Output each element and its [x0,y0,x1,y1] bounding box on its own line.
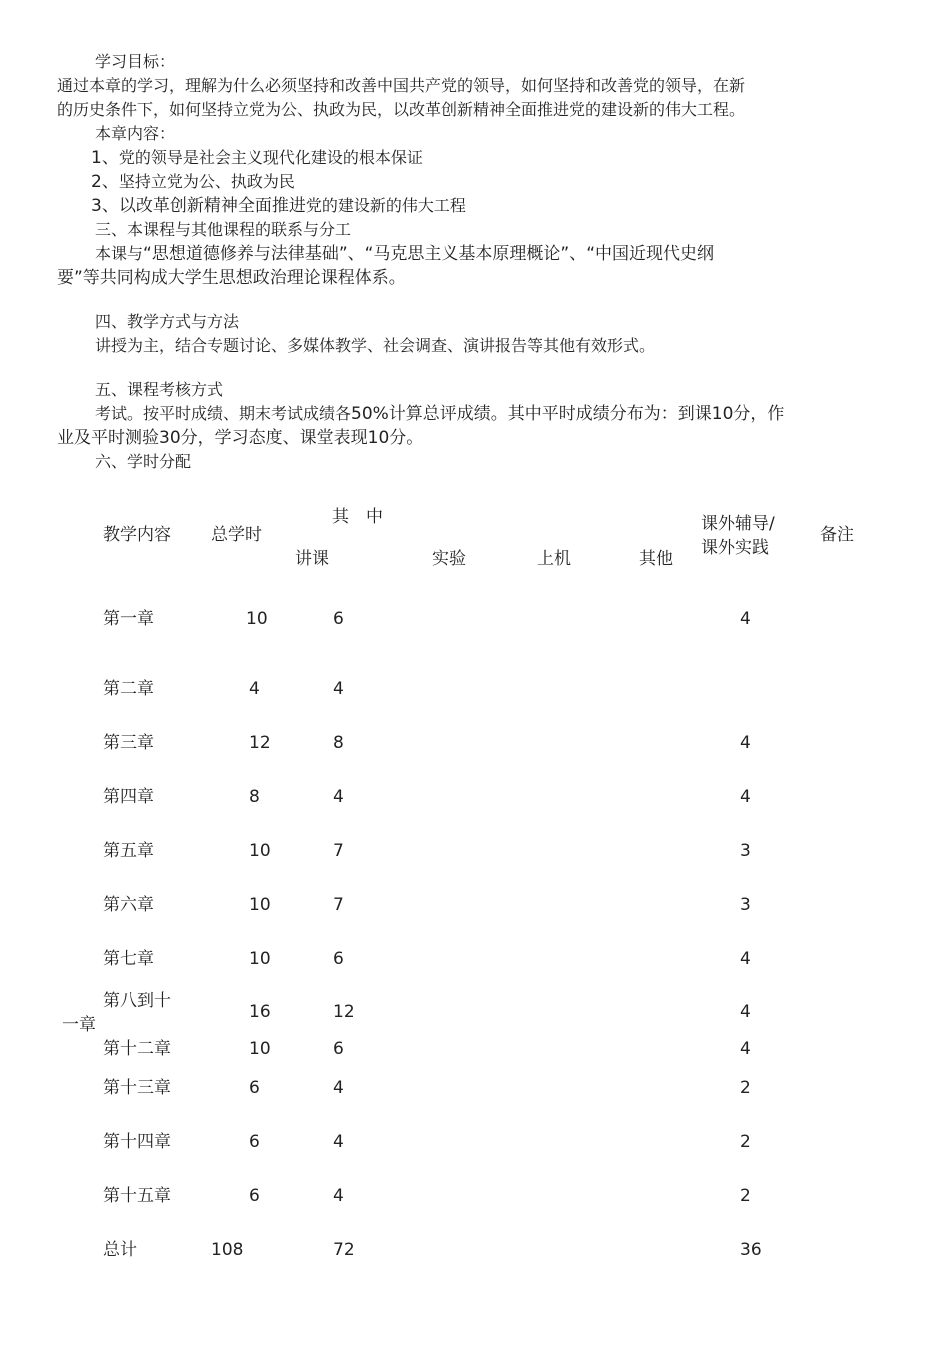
row-name: 第三章 [103,733,154,753]
item-text-prefix: 3、以改革创新精神全面推进 [91,196,306,216]
row-lecture: 7 [333,895,344,915]
section-4-heading: 四、教学方式与方法 [95,312,240,331]
row-practice: 4 [740,1002,751,1022]
header-computer: 上机 [537,549,571,569]
section-4-text: 讲授为主，结合专题讨论、多媒体教学、社会调查、演讲报告等其他有效形式。 [95,336,656,355]
row-name: 第六章 [103,895,154,915]
section-5-heading: 五、课程考核方式 [95,380,224,399]
row-practice: 4 [740,949,751,969]
row-name-line-2: 一章 [62,1015,96,1035]
row-name: 第四章 [103,787,154,807]
row-practice: 3 [740,841,751,861]
row-total: 10 [249,949,271,969]
header-lecture: 讲课 [295,549,329,569]
row-lecture: 4 [333,679,344,699]
row-total: 10 [249,841,271,861]
row-practice: 4 [740,1039,751,1059]
section-5-line-2: 业及平时测验30分，学习态度、课堂表现10分。 [57,428,424,448]
content-heading: 本章内容： [95,124,176,143]
row-lecture: 6 [333,1039,344,1059]
section-5-line-1: 考试。按平时成绩、期末考试成绩各50%计算总评成绩。其中平时成绩分布为：到课10分，作 [95,404,785,424]
section-3-line-2: 要”等共同构成大学生思想政治理论课程体系。 [57,268,406,288]
objective-heading: 学习目标： [95,52,176,71]
row-lecture: 12 [333,1002,355,1022]
objective-line-2: 的历史条件下，如何坚持立党为公、执政为民，以改革创新精神全面推进党的建设新的伟大工程。 [57,100,746,119]
row-lecture: 6 [333,949,344,969]
row-lecture: 6 [333,609,344,629]
row-practice: 4 [740,733,751,753]
row-total: 10 [249,895,271,915]
row-practice: 4 [740,787,751,807]
row-lecture: 4 [333,787,344,807]
row-practice: 3 [740,895,751,915]
row-name: 第二章 [103,679,154,699]
row-name: 第一章 [103,609,154,629]
header-total-hours: 总学时 [211,525,262,545]
header-lab: 实验 [432,549,466,569]
row-total: 8 [249,787,260,807]
row-lecture: 8 [333,733,344,753]
row-name: 第十五章 [103,1186,171,1206]
item-number: 2、 [91,172,119,192]
item-text-suffix: 党的建设新的伟大工程 [305,196,466,215]
item-number: 1、 [91,148,119,168]
content-item-1 [91,146,423,171]
row-total: 6 [249,1078,260,1098]
row-name-line-1: 第八到十 [103,991,171,1011]
header-remark: 备注 [820,525,854,545]
row-lecture: 7 [333,841,344,861]
header-among: 其 中 [332,507,383,527]
row-lecture: 4 [333,1186,344,1206]
header-other: 其他 [639,549,673,569]
row-total: 10 [246,609,268,629]
row-total: 6 [249,1132,260,1152]
row-total: 12 [249,733,271,753]
row-lecture: 4 [333,1132,344,1152]
row-practice: 2 [740,1186,751,1206]
row-name: 第十四章 [103,1132,171,1152]
row-total: 10 [249,1039,271,1059]
row-lecture: 4 [333,1078,344,1098]
header-practice-line-1: 课外辅导/ [701,514,775,534]
section-3-heading: 三、本课程与其他课程的联系与分工 [95,220,352,239]
header-content: 教学内容 [103,525,171,545]
header-practice-line-2: 课外实践 [701,538,769,558]
item-text: 坚持立党为公、执政为民 [118,172,295,191]
row-name: 第五章 [103,841,154,861]
total-row-total: 108 [211,1240,244,1260]
row-practice: 2 [740,1078,751,1098]
section-6-heading: 六、学时分配 [95,452,192,471]
total-row-name: 总计 [103,1240,137,1260]
row-practice: 2 [740,1132,751,1152]
row-total: 4 [249,679,260,699]
row-name: 第十三章 [103,1078,171,1098]
row-name: 第七章 [103,949,154,969]
row-name: 第十二章 [103,1039,171,1059]
row-total: 6 [249,1186,260,1206]
item-text: 党的领导是社会主义现代化建设的根本保证 [118,148,423,167]
section-3-line-1: 本课与“思想道德修养与法律基础”、“马克思主义基本原理概论”、“中国近现代史纲 [95,244,715,264]
total-row-lecture: 72 [333,1240,355,1260]
row-total: 16 [249,1002,271,1022]
content-item-2 [91,170,295,195]
objective-line-1: 通过本章的学习，理解为什么必须坚持和改善中国共产党的领导，如何坚持和改善党的领导，在新 [57,76,746,95]
row-practice: 4 [740,609,751,629]
content-item-3 [91,194,466,219]
total-row-practice: 36 [740,1240,762,1260]
